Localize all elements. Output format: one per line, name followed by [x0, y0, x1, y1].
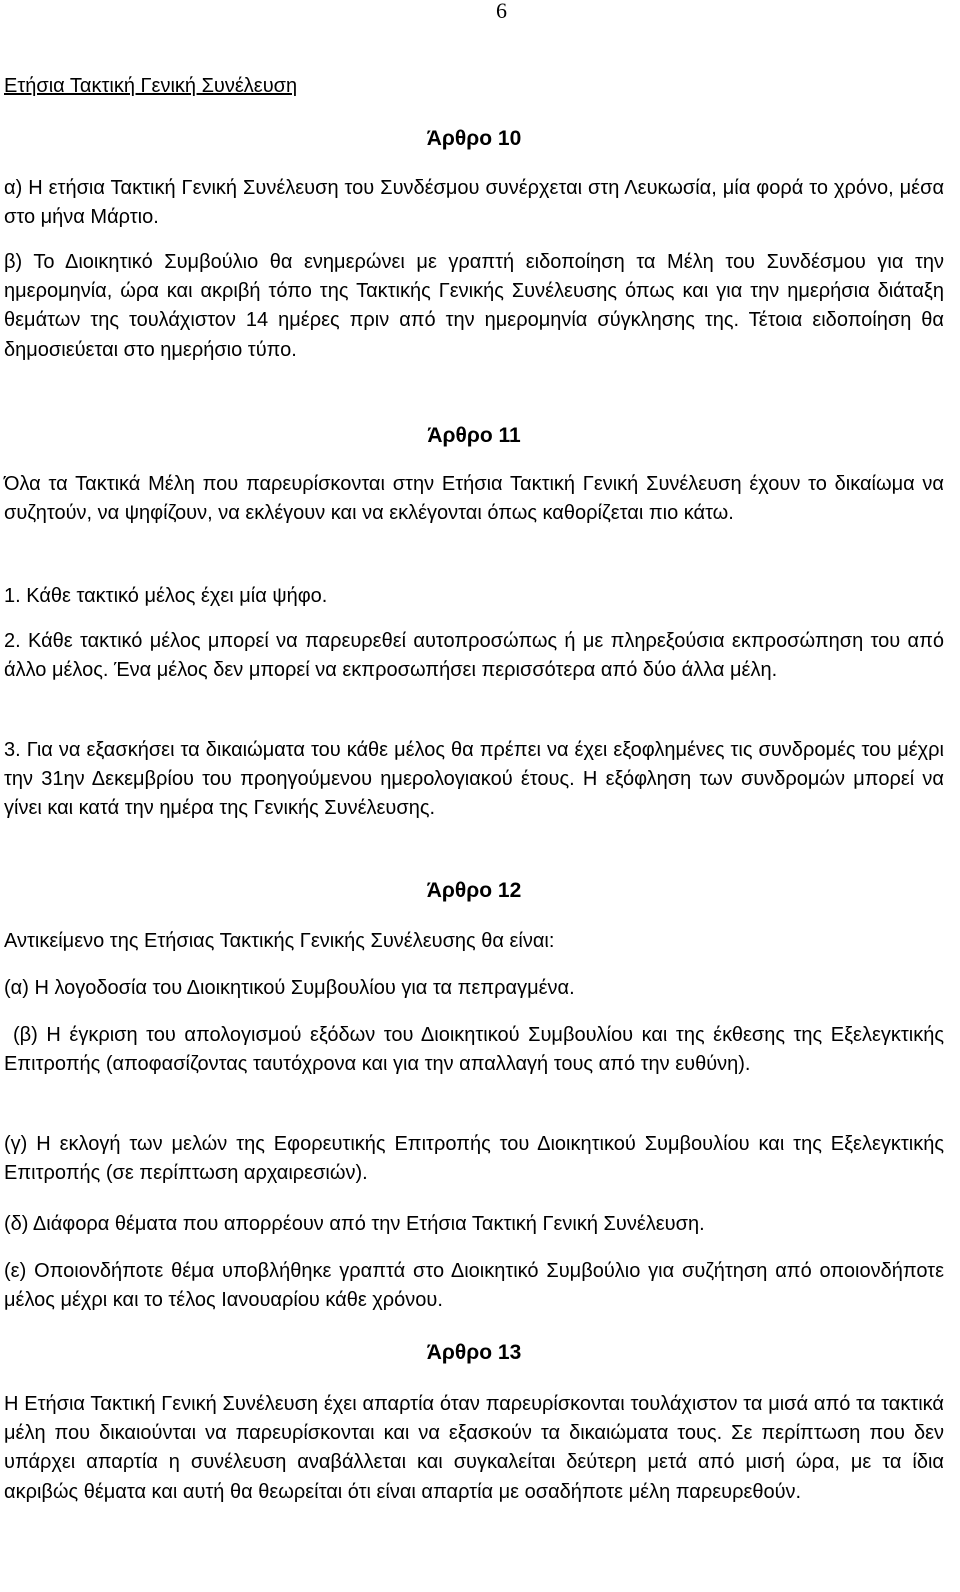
article-11-item-2: 2. Κάθε τακτικό μέλος μπορεί να παρευρεθεί αυτοπροσώπως ή με πληρεξούσια εκπροσώπηση του από άλλο μέλος. Ένα μέλος δεν μπορεί να εκπροσωπήσει περισσότερα από δύο άλλα μέλη.: [4, 630, 944, 682]
article-12-item-b: (β) Η έγκριση του απολογισμού εξόδων του Διοικητικού Συμβουλίου και της έκθεσης της Εξελεγκτικής Επιτροπής (αποφασίζοντας ταυτόχρονα και για την απαλλαγή τους από την ευθύνη).: [4, 1024, 944, 1076]
article-13-heading: Άρθρο 13: [426, 1341, 522, 1364]
article-10-paragraph-b: β) Το Διοικητικό Συμβούλιο θα ενημερώνει με γραπτή ειδοποίηση τα Μέλη του Συνδέσμου για την ημερομηνία, ώρα και ακριβή τόπο της Τακτικής Γενικής Συνέλευσης όπως και για την ημερήσια διάταξη θεμάτων της τουλάχιστον 14 ημέρες πριν από την ημερομηνία σύγκλησης της. Τέτοια ειδοποίηση θα δημοσιεύεται στο ημερήσιο τύπο.: [4, 251, 944, 361]
article-13-body: Η Ετήσια Τακτική Γενική Συνέλευση έχει απαρτία όταν παρευρίσκονται τουλάχιστον τα μισά από τα τακτικά μέλη που δικαιούνται να παρευρίσκονται και να εξασκούν τα δικαιώματα τους. Σε περίπτωση που δεν υπάρχει απαρτία η συνέλευση αναβάλλεται και συγκαλείται δεύτερη μετά από μισή ώρα, με τα ίδια ακριβώς θέματα και αυτή θα θεωρείται ότι είναι απαρτία με οσαδήποτε μέλη παρευρεθούν.: [4, 1393, 944, 1503]
article-12-item-a: (α) Η λογοδοσία του Διοικητικού Συμβουλίου για τα πεπραγμένα.: [4, 977, 575, 999]
article-12-heading: Άρθρο 12: [426, 879, 522, 902]
article-11-item-3: 3. Για να εξασκήσει τα δικαιώματα του κάθε μέλος θα πρέπει να έχει εξοφλημένες τις συνδρομές του μέχρι την 31ην Δεκεμβρίου του προηγούμενου ημερολογιακού έτους. Η εξόφληση των συνδρομών μπορεί να γίνει και κατά την ημέρα της Γενικής Συνέλευσης.: [4, 739, 944, 820]
article-12-intro: Αντικείμενο της Ετήσιας Τακτικής Γενικής Συνέλευσης θα είναι:: [4, 930, 555, 952]
section-title: Ετήσια Τακτική Γενική Συνέλευση: [4, 75, 298, 97]
article-12-item-e: (ε) Οποιονδήποτε θέμα υποβλήθηκε γραπτά στο Διοικητικό Συμβούλιο για συζήτηση από οποιονδήποτε μέλος μέχρι και το τέλος Ιανουαρίου κάθε χρόνου.: [4, 1260, 944, 1312]
page-number: 6: [496, 0, 507, 23]
article-10-paragraph-a: α) Η ετήσια Τακτική Γενική Συνέλευση του Συνδέσμου συνέρχεται στη Λευκωσία, μία φορά το χρόνο, μέσα στο μήνα Μάρτιο.: [4, 177, 944, 229]
article-11-item-1: 1. Κάθε τακτικό μέλος έχει μία ψήφο.: [4, 585, 328, 607]
article-10-heading: Άρθρο 10: [426, 127, 522, 150]
article-12-item-d: (δ) Διάφορα θέματα που απορρέουν από την Ετήσια Τακτική Γενική Συνέλευση.: [4, 1213, 705, 1235]
article-11-intro: Όλα τα Τακτικά Μέλη που παρευρίσκονται στην Ετήσια Τακτική Γενική Συνέλευση έχουν το δικαίωμα να συζητούν, να ψηφίζουν, να εκλέγουν και να εκλέγονται όπως καθορίζεται πιο κάτω.: [4, 473, 944, 525]
article-11-heading: Άρθρο 11: [427, 424, 521, 447]
article-12-item-c: (γ) Η εκλογή των μελών της Εφορευτικής Επιτροπής του Διοικητικού Συμβουλίου και της Εξελεγκτικής Επιτροπής (σε περίπτωση αρχαιρεσιών).: [4, 1133, 944, 1185]
